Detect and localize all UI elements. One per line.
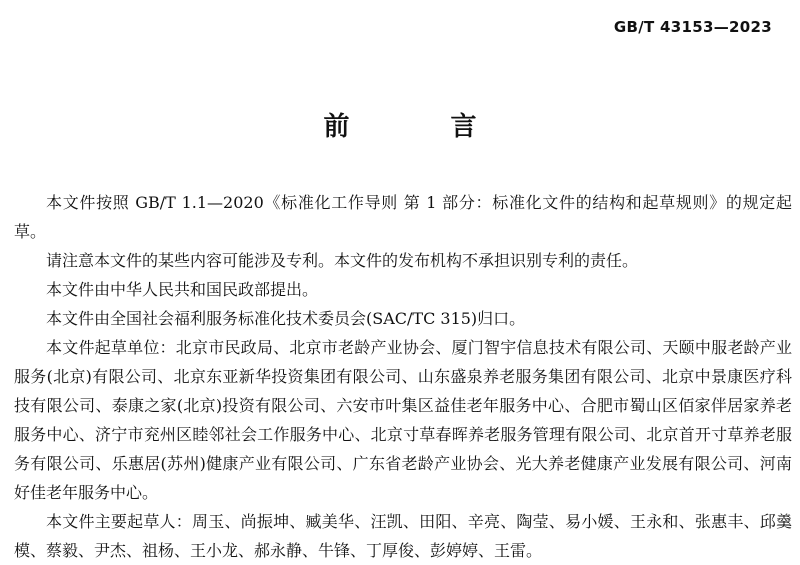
standard-code: GB/T 43153—2023 [613, 18, 772, 36]
document-body [14, 188, 792, 565]
paragraph-committee: 本文件由全国社会福利服务标准化技术委员会(SAC/TC 315)归口。 [46, 309, 526, 328]
paragraph-drafting-rules: 本文件按照 GB/T 1.1—2020《标准化工作导则 第 1 部分：标准化文件的结构和起草规则》的规定起草。 [14, 193, 792, 241]
page-title: 前 言 [323, 112, 523, 142]
paragraph-patent-notice: 请注意本文件的某些内容可能涉及专利。本文件的发布机构不承担识别专利的责任。 [46, 251, 639, 270]
paragraph-proposer: 本文件由中华人民共和国民政部提出。 [46, 280, 319, 299]
paragraph-main-drafters: 本文件主要起草人：周玉、尚振坤、臧美华、汪凯、田阳、辛亮、陶莹、易小媛、王永和、张惠丰、邱羹模、蔡毅、尹杰、祖杨、王小龙、郝永静、牛锋、丁厚俊、彭婷婷、王雷。 [14, 512, 792, 560]
paragraph-drafting-organizations: 本文件起草单位：北京市民政局、北京市老龄产业协会、厦门智宇信息技术有限公司、天颐中服老龄产业服务(北京)有限公司、北京东亚新华投资集团有限公司、山东盛泉养老服务集团有限公司、北京中景康医疗科技有限公司、泰康之家(北京)投资有限公司、六安市叶集区益佳老年服务中心、合肥市蜀山区佰家伴居家养老服务中心、济宁市兖州区睦邻社会工作服务中心、北京寸草春晖养老服务管理有限公司、北京首开寸草养老服务有限公司、乐惠居(苏州)健康产业有限公司、广东省老龄产业协会、光大养老健康产业发展有限公司、河南好佳老年服务中心。 [14, 338, 792, 502]
